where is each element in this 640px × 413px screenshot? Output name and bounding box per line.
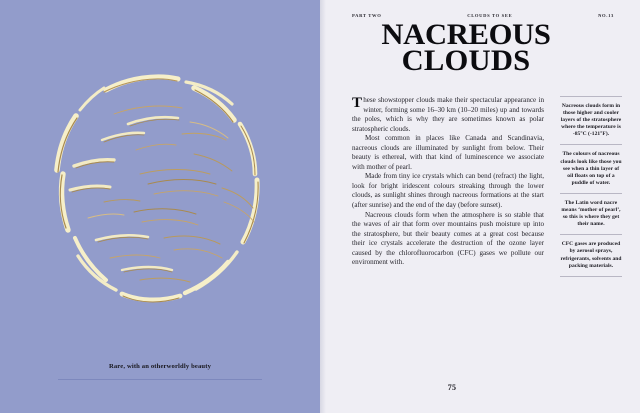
caption-divider <box>58 379 262 380</box>
body-paragraph: These showstopper clouds make their spectacular appearance in winter, forming some 16–30 km (10–20 miles) up and towards the poles, which is why they are sometimes known as polar stratospheric clouds. <box>352 95 544 133</box>
fact-item: CFC gases are produced by aerosol sprays, refrigerants, solvents and packing materials. <box>560 241 622 269</box>
body-paragraph: Most common in places like Canada and Scandinavia, nacreous clouds are illuminated by sunlight from below. Their beauty is ethereal, with that kind of luminescence we associate with mother of pearl. <box>352 134 544 171</box>
caption-text: Rare, with an otherworldly beauty <box>108 363 212 370</box>
fact-item: Nacreous clouds form in those higher and cooler layers of the stratosphere where the temperature is -85°C (-121°F). <box>560 103 622 138</box>
running-head-number: NO.13 <box>598 13 614 18</box>
article-body <box>352 96 544 268</box>
page-title <box>352 18 580 77</box>
running-head-section: CLOUDS TO SEE <box>467 13 513 18</box>
running-head-part: PART TWO <box>352 13 382 18</box>
page-number <box>320 383 640 392</box>
fact-item: The colours of nacreous clouds look like those you see when a thin layer of oil floats on top of a puddle of water. <box>560 151 622 186</box>
body-paragraph: Nacreous clouds form when the atmosphere is so stable that the waves of air that form over mountains push moisture up into the stratosphere, but their beauty comes at a great cost because their ice crystals accelerate the destruction of the ozone layer caused by the chlorofluorocarbon (CFC) gases we pollute our environment with. <box>352 210 544 267</box>
illustration-caption <box>58 362 262 380</box>
nacreous-cloud-illustration <box>44 62 286 308</box>
page-number-value: 75 <box>447 383 457 392</box>
sidebar-facts <box>560 96 622 277</box>
body-paragraph: Made from tiny ice crystals which can bend (refract) the light, look for bright iridescent colours streaking through the lower clouds, as sunlight shines through nacreous formations at the start (after sunrise) and the end of the day (before sunset). <box>352 172 544 210</box>
page-title-line-1: NACREOUS <box>381 18 551 51</box>
fact-item: The Latin word nacre means ‘mother of pearl’, so this is where they get their name. <box>561 199 621 228</box>
page-title-line-2: CLOUDS <box>401 44 531 77</box>
fact-divider <box>560 276 622 277</box>
right-page <box>320 0 640 413</box>
